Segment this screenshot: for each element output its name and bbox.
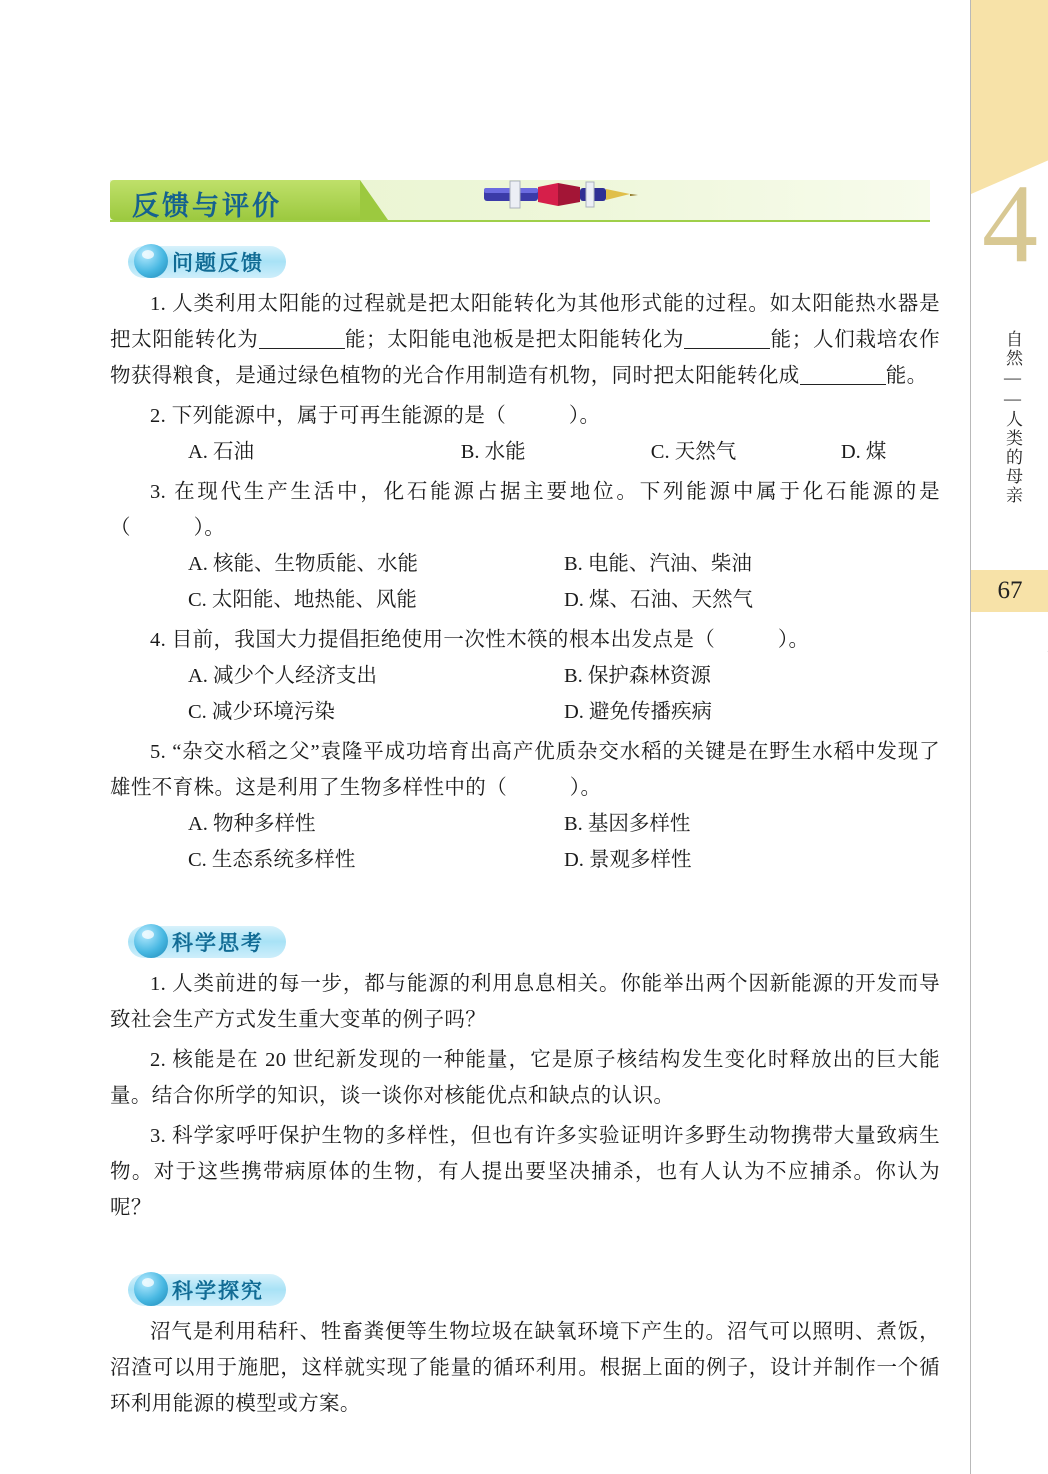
question-3-number: 3. [150, 481, 167, 503]
question-4-options-row-2 [110, 694, 940, 730]
option-b: B. 电能、汽油、柴油 [564, 553, 752, 575]
bullet-ball-highlight-icon [142, 930, 154, 939]
question-3-options-row-1 [110, 546, 940, 582]
question-4-options-row-1 [110, 658, 940, 694]
thinking-item-1-number: 1. [150, 973, 167, 995]
option-c: C. 太阳能、地热能、风能 [188, 589, 417, 611]
subsection-label-feedback: 问题反馈 [128, 246, 286, 278]
inquiry-item-1 [110, 1314, 940, 1422]
option-b: B. 保护森林资源 [564, 665, 711, 687]
question-1-part-4: 能。 [885, 365, 928, 387]
option-c: C. 减少环境污染 [188, 701, 335, 723]
side-tab-corner [971, 612, 1048, 652]
question-1-part-3: 能；人们栽培农作物获得粮食，是通过绿色植物的光合作用制造有机物，同时把太阳能转化成 [110, 329, 941, 387]
option-a: A. 石油 [188, 441, 255, 463]
thinking-item-3-number: 3. [150, 1125, 167, 1147]
option-b: B. 基因多样性 [564, 813, 691, 835]
option-a: A. 物种多样性 [188, 813, 316, 835]
thinking-item-3 [110, 1118, 940, 1226]
option-d: D. 景观多样性 [564, 849, 692, 871]
question-5-options-row-2 [110, 842, 940, 878]
thinking-item-3-text: 科学家呼吁保护生物的多样性，但也有许多实验证明许多野生动物携带大量致病生物。对于这些携带病原体的生物，有人提出要坚决捕杀，也有人认为不应捕杀。你认为呢？ [110, 1125, 940, 1219]
fill-blank-3 [800, 384, 886, 385]
question-3 [110, 474, 940, 546]
option-c: C. 天然气 [650, 441, 737, 463]
question-5-options-row-1 [110, 806, 940, 842]
subsection-header-feedback [128, 246, 940, 280]
thinking-item-2 [110, 1042, 940, 1114]
section-spacer [110, 878, 940, 904]
chapter-number: 4 [982, 162, 1038, 286]
question-2-number: 2. [150, 405, 167, 427]
option-c: C. 生态系统多样性 [188, 849, 356, 871]
question-1-number: 1. [150, 293, 167, 315]
question-4 [110, 622, 940, 658]
pen-and-book-illustration-icon [480, 170, 640, 220]
question-4-text: 目前，我国大力提倡拒绝使用一次性木筷的根本出发点是（ ）。 [171, 629, 810, 651]
question-3-options-row-2 [110, 582, 940, 618]
subsection-header-inquiry [128, 1274, 940, 1308]
question-4-number: 4. [150, 629, 167, 651]
option-a: A. 核能、生物质能、水能 [188, 553, 419, 575]
section-spacer [110, 1226, 940, 1252]
side-tab-color-block [971, 0, 1048, 160]
thinking-item-2-text: 核能是在 20 世纪新发现的一种能量，它是原子核结构发生变化时释放出的巨大能量。结合你所学的知识，谈一谈你对核能优点和缺点的认识。 [110, 1049, 940, 1107]
bullet-ball-icon [134, 924, 168, 958]
question-1-part-2: 能；太阳能电池板是把太阳能转化为 [344, 329, 685, 351]
question-5-text: “杂交水稻之父”袁隆平成功培育出高产优质杂交水稻的关键是在野生水稻中发现了雄性不育株。这是利用了生物多样性中的（ ）。 [110, 741, 940, 799]
question-2-text: 下列能源中，属于可再生能源的是（ ）。 [171, 405, 601, 427]
subsection-label-inquiry: 科学探究 [128, 1274, 286, 1306]
bullet-ball-icon [134, 1272, 168, 1306]
subsection-header-thinking [128, 926, 940, 960]
banner-title: 反馈与评价 [132, 191, 282, 221]
option-d: D. 煤 [840, 441, 887, 463]
option-b: B. 水能 [460, 441, 526, 463]
thinking-item-2-number: 2. [150, 1049, 167, 1071]
bullet-ball-highlight-icon [142, 1278, 154, 1287]
question-5 [110, 734, 940, 806]
fill-blank-2 [684, 348, 770, 349]
thinking-item-1 [110, 966, 940, 1038]
question-2 [110, 398, 940, 434]
bullet-ball-icon [134, 244, 168, 278]
option-a: A. 减少个人经济支出 [188, 665, 378, 687]
option-d: D. 避免传播疾病 [564, 701, 713, 723]
question-1-part-1: 人类利用太阳能的过程就是把太阳能转化为其他形式能的过程。如太阳能热水器是把太阳能转化为 [110, 293, 940, 351]
option-d: D. 煤、石油、天然气 [564, 589, 754, 611]
question-2-options [110, 434, 940, 470]
page-content [110, 0, 940, 1422]
inquiry-item-1-text: 沼气是利用秸秆、牲畜粪便等生物垃圾在缺氧环境下产生的。沼气可以照明、煮饭，沼渣可以用于施肥，这样就实现了能量的循环利用。根据上面的例子，设计并制作一个循环利用能源的模型或方案。 [110, 1321, 940, 1415]
thinking-item-1-text: 人类前进的每一步，都与能源的利用息息相关。你能举出两个因新能源的开发而导致社会生产方式发生重大变革的例子吗？ [110, 973, 940, 1031]
bullet-ball-highlight-icon [142, 250, 154, 259]
question-3-text: 在现代生产生活中，化石能源占据主要地位。下列能源中属于化石能源的是（ ）。 [110, 481, 940, 539]
question-5-number: 5. [150, 741, 167, 763]
page-number: 67 [971, 570, 1048, 612]
page-side-tab [970, 0, 1048, 1474]
section-banner [110, 180, 940, 224]
question-1 [110, 286, 940, 394]
subsection-label-thinking: 科学思考 [128, 926, 286, 958]
side-vertical-title: 自然——人类的母亲 [1003, 330, 1022, 505]
fill-blank-1 [259, 348, 345, 349]
